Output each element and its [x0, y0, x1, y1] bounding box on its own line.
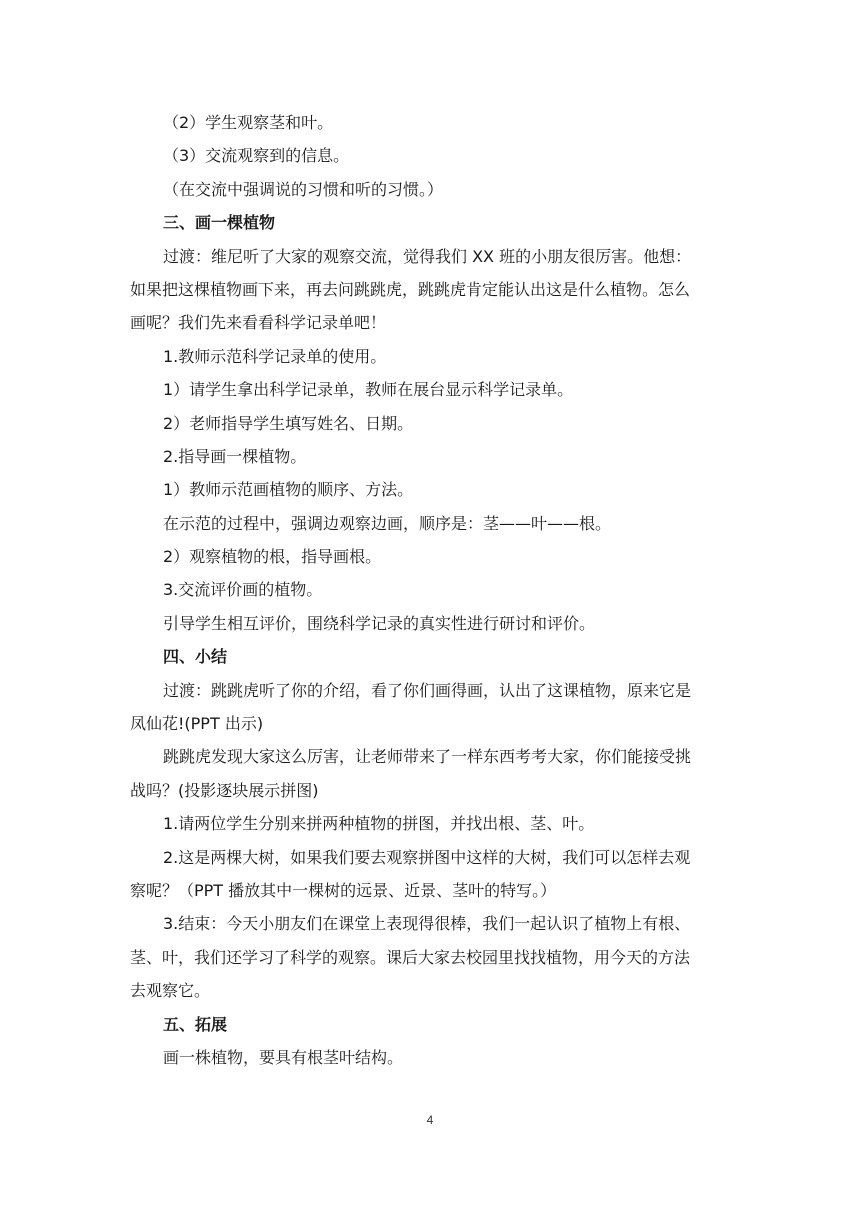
paragraph-line: （3）交流观察到的信息。 [163, 146, 350, 166]
paragraph-line: 1）请学生拿出科学记录单，教师在展台显示科学记录单。 [163, 380, 574, 400]
paragraph-line: 2）观察植物的根，指导画根。 [163, 547, 382, 567]
paragraph-line: 茎、叶，我们还学习了科学的观察。课后大家去校园里找找植物，用今天的方法 [130, 947, 691, 967]
paragraph-line: 1）教师示范画植物的顺序、方法。 [163, 480, 414, 500]
paragraph-line: 战吗？(投影逐块展示拼图) [130, 780, 319, 800]
paragraph-line: 凤仙花!(PPT 出示) [130, 714, 264, 734]
section-heading: 五、拓展 [163, 1014, 228, 1034]
section-heading: 四、小结 [163, 647, 228, 667]
paragraph-line: 3.交流评价画的植物。 [163, 580, 323, 600]
page-number: 4 [426, 1113, 434, 1127]
paragraph-line: （2）学生观察茎和叶。 [163, 113, 334, 132]
paragraph-line: 跳跳虎发现大家这么厉害，让老师带来了一样东西考考大家，你们能接受挑 [163, 747, 692, 767]
paragraph-line: 引导学生相互评价，围绕科学记录的真实性进行研讨和评价。 [163, 613, 596, 633]
paragraph-line: 3.结束：今天小朋友们在课堂上表现得很棒，我们一起认识了植物上有根、 [163, 914, 691, 934]
paragraph-line: 1.请两位学生分别来拼两种植物的拼图，并找出根、茎、叶。 [163, 814, 595, 834]
paragraph-line: 察呢？（PPT 播放其中一棵树的远景、近景、茎叶的特写。） [130, 880, 557, 900]
paragraph-line: 画一株植物，要具有根茎叶结构。 [163, 1047, 404, 1067]
paragraph-line: 在示范的过程中，强调边观察边画，顺序是：茎——叶——根。 [163, 513, 612, 533]
paragraph-line: （在交流中强调说的习惯和听的习惯。） [163, 179, 444, 199]
section-heading: 三、画一棵植物 [163, 213, 276, 233]
paragraph-line: 去观察它。 [130, 981, 211, 1001]
document-body [130, 106, 730, 1074]
paragraph-line: 过渡：维尼听了大家的观察交流，觉得我们 XX 班的小朋友很厉害。他想： [163, 246, 692, 266]
paragraph-line: 2.这是两棵大树，如果我们要去观察拼图中这样的大树，我们可以怎样去观 [163, 847, 691, 867]
paragraph-line: 如果把这棵植物画下来，再去问跳跳虎，跳跳虎肯定能认出这是什么植物。怎么 [130, 279, 691, 299]
paragraph-line: 过渡：跳跳虎听了你的介绍，看了你们画得画，认出了这课植物，原来它是 [163, 680, 692, 700]
paragraph-line: 画呢？我们先来看看科学记录单吧！ [130, 313, 387, 333]
paragraph-line: 1.教师示范科学记录单的使用。 [163, 346, 387, 366]
paragraph-line: 2）老师指导学生填写姓名、日期。 [163, 413, 414, 433]
paragraph-line: 2.指导画一棵植物。 [163, 446, 307, 466]
